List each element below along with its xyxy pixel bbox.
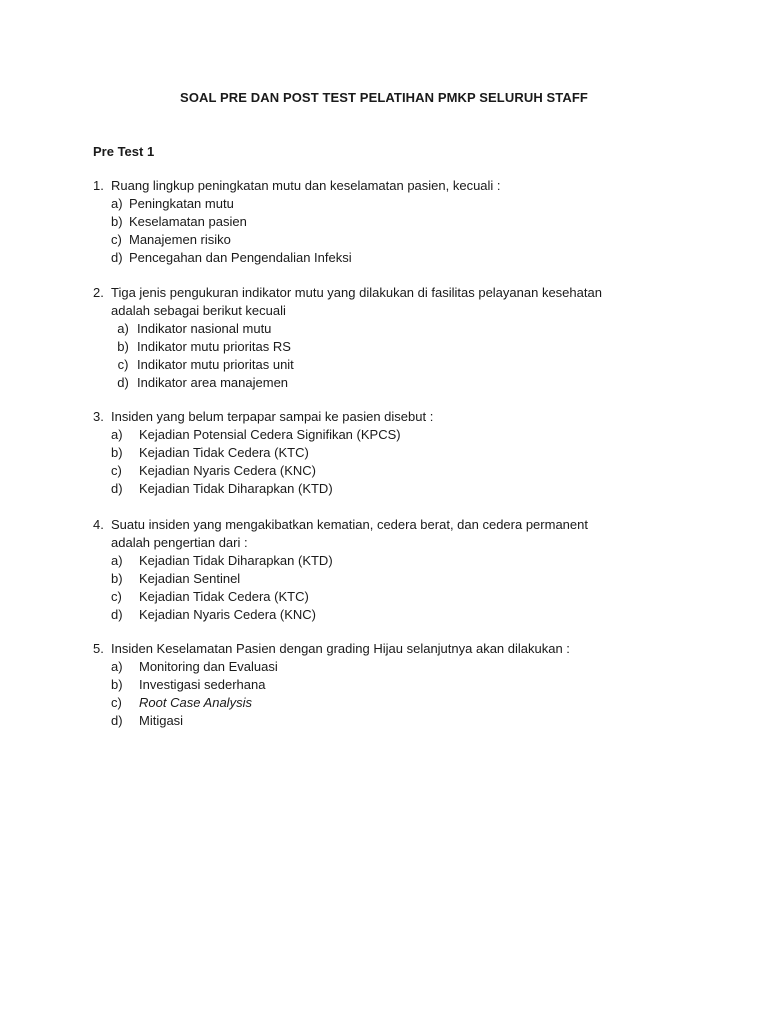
option-letter: b)	[117, 339, 129, 354]
option-letter: d)	[111, 250, 123, 265]
option-text: Manajemen risiko	[129, 232, 231, 247]
option-letter: b)	[111, 677, 123, 692]
option-item	[93, 374, 693, 392]
option-item	[93, 444, 693, 462]
option-item	[93, 712, 693, 730]
option-text: Indikator nasional mutu	[137, 321, 272, 336]
option-letter: d)	[111, 713, 123, 728]
option-letter: a)	[111, 659, 123, 674]
option-letter: b)	[111, 571, 123, 586]
question-1	[93, 177, 693, 267]
option-list	[93, 426, 693, 498]
option-item	[93, 195, 693, 213]
option-letter: a)	[111, 553, 123, 568]
question-text-line-1: Suatu insiden yang mengakibatkan kematian, cedera berat, dan cedera permanent	[111, 517, 588, 532]
option-letter: a)	[117, 321, 129, 336]
question-stem	[93, 284, 693, 320]
question-number: 3.	[93, 409, 104, 424]
option-item	[93, 356, 693, 374]
option-letter: d)	[111, 481, 123, 496]
option-item	[93, 462, 693, 480]
option-letter: a)	[111, 196, 123, 211]
option-text: Indikator area manajemen	[137, 375, 289, 390]
question-text	[111, 516, 693, 552]
option-text: Kejadian Nyaris Cedera (KNC)	[139, 607, 317, 622]
option-item	[93, 480, 693, 498]
option-item	[93, 249, 693, 267]
option-item	[93, 606, 693, 624]
section-heading: Pre Test 1	[93, 144, 155, 159]
question-stem	[93, 516, 693, 552]
option-letter: d)	[111, 607, 123, 622]
option-item	[93, 426, 693, 444]
question-text: Ruang lingkup peningkatan mutu dan keselamatan pasien, kecuali :	[111, 178, 501, 193]
question-text-line-2: adalah sebagai berikut kecuali	[111, 303, 286, 318]
question-text: Insiden Keselamatan Pasien dengan grading Hijau selanjutnya akan dilakukan :	[111, 641, 570, 656]
option-item	[93, 320, 693, 338]
option-text: Root Case Analysis	[139, 695, 252, 710]
option-item	[93, 552, 693, 570]
question-number: 2.	[93, 285, 104, 300]
question-number: 1.	[93, 178, 104, 193]
question-number: 4.	[93, 517, 104, 532]
question-stem	[93, 408, 693, 426]
option-text: Indikator mutu prioritas unit	[137, 357, 294, 372]
option-text: Mitigasi	[139, 713, 184, 728]
option-letter: c)	[111, 463, 122, 478]
option-item	[93, 570, 693, 588]
question-2	[93, 284, 693, 392]
option-text: Kejadian Tidak Diharapkan (KTD)	[139, 553, 333, 568]
question-number: 5.	[93, 641, 104, 656]
question-stem	[93, 640, 693, 658]
option-list	[93, 195, 693, 267]
option-letter: b)	[111, 214, 123, 229]
option-item	[93, 676, 693, 694]
question-text-line-2: adalah pengertian dari :	[111, 535, 248, 550]
option-item	[93, 658, 693, 676]
option-text: Monitoring dan Evaluasi	[139, 659, 278, 674]
question-text: Insiden yang belum terpapar sampai ke pasien disebut :	[111, 409, 434, 424]
option-text: Pencegahan dan Pengendalian Infeksi	[129, 250, 352, 265]
question-text	[111, 284, 693, 320]
option-text: Keselamatan pasien	[129, 214, 247, 229]
option-letter: d)	[117, 375, 129, 390]
option-text: Indikator mutu prioritas RS	[137, 339, 291, 354]
option-letter: c)	[117, 357, 129, 372]
option-item	[93, 338, 693, 356]
option-list	[93, 552, 693, 624]
option-text: Kejadian Nyaris Cedera (KNC)	[139, 463, 317, 478]
option-letter: b)	[111, 445, 123, 460]
option-list	[93, 320, 693, 392]
question-5	[93, 640, 693, 730]
question-text-line-1: Tiga jenis pengukuran indikator mutu yang dilakukan di fasilitas pelayanan kesehatan	[111, 285, 602, 300]
option-text: Kejadian Tidak Cedera (KTC)	[139, 589, 309, 604]
question-4	[93, 516, 693, 624]
option-item	[93, 588, 693, 606]
option-text: Kejadian Tidak Cedera (KTC)	[139, 445, 309, 460]
option-letter: c)	[111, 589, 122, 604]
question-3	[93, 408, 693, 498]
question-stem	[93, 177, 693, 195]
option-text: Kejadian Sentinel	[139, 571, 241, 586]
option-text: Peningkatan mutu	[129, 196, 234, 211]
option-list	[93, 658, 693, 730]
option-text: Kejadian Potensial Cedera Signifikan (KPCS)	[139, 427, 401, 442]
document-title: SOAL PRE DAN POST TEST PELATIHAN PMKP SELURUH STAFF	[180, 90, 588, 105]
option-letter: c)	[111, 695, 122, 710]
option-letter: c)	[111, 232, 122, 247]
option-letter: a)	[111, 427, 123, 442]
option-text: Kejadian Tidak Diharapkan (KTD)	[139, 481, 333, 496]
option-item	[93, 694, 693, 712]
option-text: Investigasi sederhana	[139, 677, 266, 692]
option-item	[93, 213, 693, 231]
option-item	[93, 231, 693, 249]
